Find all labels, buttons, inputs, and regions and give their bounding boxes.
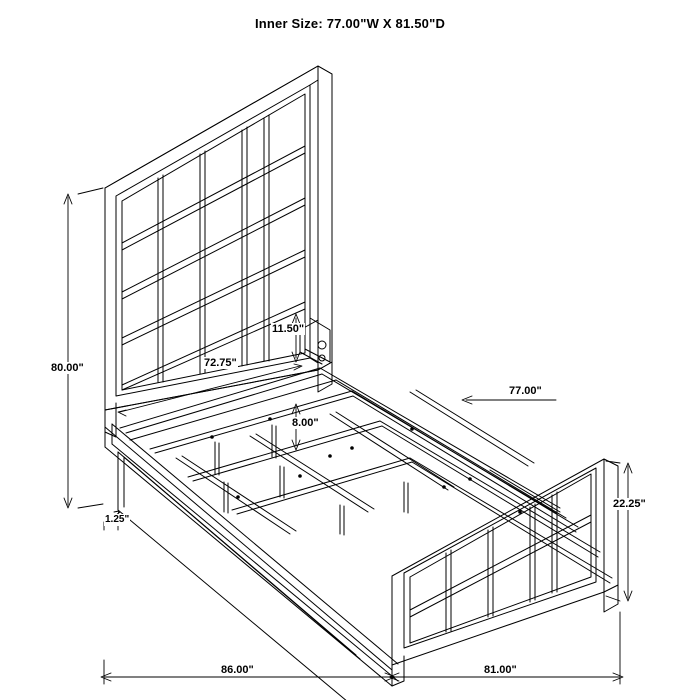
dim-label-footboard-height: 22.25" bbox=[613, 498, 646, 510]
dim-label-slat-height: 8.00" bbox=[292, 417, 319, 429]
headboard-grid-horizontal bbox=[122, 146, 305, 390]
dim-label-rail-thickness: 1.25" bbox=[105, 514, 130, 525]
dim-label-overall-width: 81.00" bbox=[484, 664, 517, 676]
headboard-grid-vertical bbox=[158, 115, 269, 382]
dim-label-inner-width: 77.00" bbox=[509, 385, 542, 397]
left-rail-panel bbox=[118, 452, 360, 700]
dim-label-rail-drop: 11.50" bbox=[272, 323, 305, 335]
footboard-inner-frame bbox=[404, 468, 596, 648]
dim-label-overall-depth: 86.00" bbox=[221, 664, 254, 676]
left-side-rail bbox=[105, 424, 398, 686]
page-title: Inner Size: 77.00"W X 81.50"D bbox=[254, 16, 446, 31]
dim-label-headboard-panel-width: 72.75" bbox=[204, 357, 237, 369]
dim-label-headboard-height: 80.00" bbox=[51, 362, 84, 374]
